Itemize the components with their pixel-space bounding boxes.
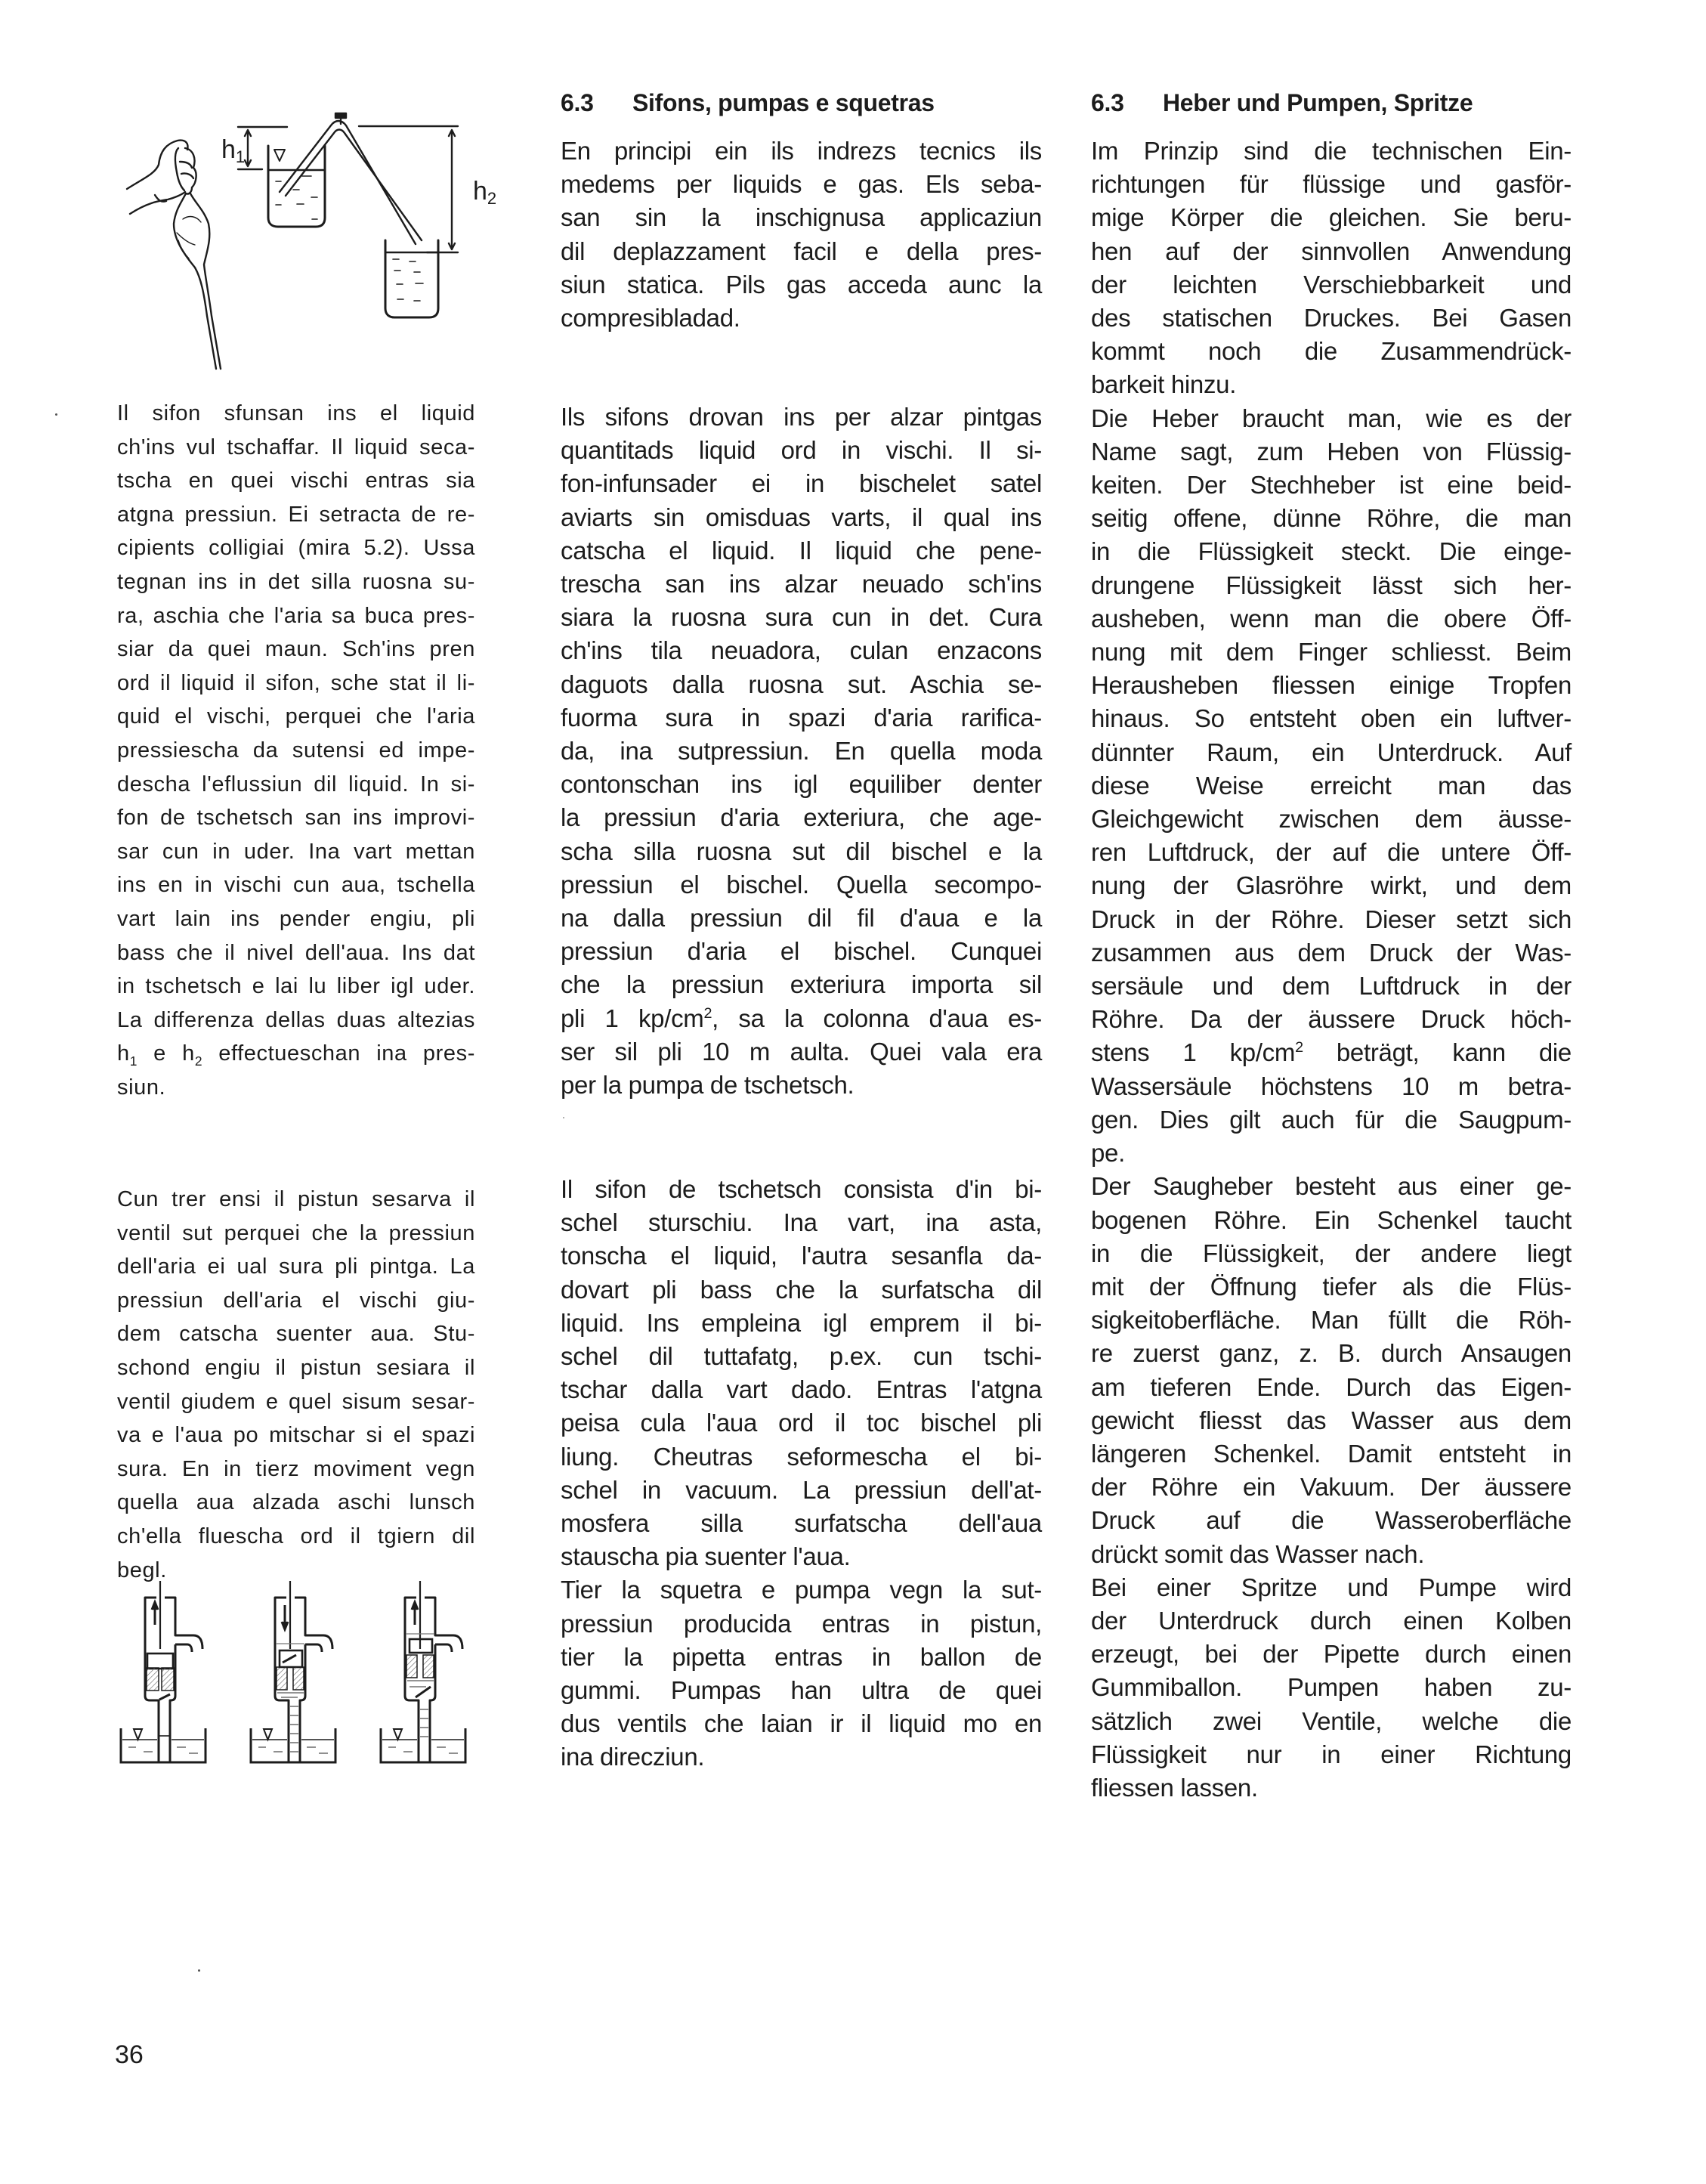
text-line: dus ventils che laian ir il liquid mo en — [561, 1709, 1042, 1738]
text-line: sätzlich zwei Ventile, welche die — [1091, 1706, 1572, 1735]
text-line: siar da quei maun. Sch'ins pren — [117, 637, 475, 662]
text-line: dell'aria ei ual sura pli pintga. La — [117, 1254, 475, 1279]
text-line: hinaus. So entsteht oben ein luftver- — [1091, 704, 1572, 733]
text-line: ser sil pli 10 m aulta. Quei vala era — [561, 1037, 1042, 1066]
text-line: dovart pli bass che la surfatscha dil — [561, 1275, 1042, 1304]
middle-paragraph-siphons — [561, 401, 1042, 1102]
text-line: sar cun in uder. Ina vart mettan — [117, 839, 475, 864]
text-line: Ils sifons drovan ins per alzar pintgas — [561, 403, 1042, 431]
text-line: nung mit dem Finger schliesst. Beim — [1091, 638, 1572, 667]
text-line: richtungen für flüssige und gasför- — [1091, 170, 1572, 199]
text-line: stens 1 $kp/cm^2$ beträgt, kann die — [1091, 1038, 1572, 1067]
text-line: gummi. Pumpas han ultra de quei — [561, 1676, 1042, 1705]
text-line: schel sturschiu. Ina vart, ina asta, — [561, 1208, 1042, 1237]
section-heading-romansh — [561, 89, 935, 117]
text-line: liquid. Ins empleina igl emprem il bi- — [561, 1308, 1042, 1337]
text-line: fon-infunsader ei in bischelet satel — [561, 469, 1042, 498]
text-line: catscha el liquid. Il liquid che pene- — [561, 536, 1042, 565]
siphon-pipette-figure — [113, 89, 521, 376]
section-number: 6.3 — [561, 89, 594, 116]
text-line: der Unterdruck durch einen Kolben — [1091, 1606, 1572, 1635]
text-line: per la pumpa de tschetsch. — [561, 1071, 855, 1100]
text-line: che la pressiun exteriura importa sil — [561, 970, 1042, 999]
text-line: tschar dalla vart dado. Entras l'atgna — [561, 1375, 1042, 1404]
text-line: mit der Öffnung tiefer als die Flüs- — [1091, 1272, 1572, 1301]
pump-illustration — [113, 1581, 506, 1777]
section-title: Heber und Pumpen, Spritze — [1163, 89, 1473, 116]
text-line: ins en in vischi cun aua, tschella — [117, 873, 475, 898]
text-line: fuorma sura in spazi d'aria rarifica- — [561, 703, 1042, 732]
pump-stages-figure — [113, 1581, 506, 1777]
left-column — [117, 397, 475, 1104]
text-line: mige Körper die gleichen. Sie beru- — [1091, 203, 1572, 232]
text-line: peisa cula l'aua ord il toc bischel pli — [561, 1409, 1042, 1437]
text-line: schel in vacuum. La pressiun dell'at- — [561, 1475, 1042, 1504]
text-line: Name sagt, zum Heben von Flüssig- — [1091, 437, 1572, 466]
text-line: Gleichgewicht zwischen dem äusse- — [1091, 805, 1572, 834]
text-line: barkeit hinzu. — [1091, 370, 1237, 399]
text-line: drückt somit das Wasser nach. — [1091, 1539, 1425, 1568]
text-line: quantitads liquid ord in vischi. Il si- — [561, 436, 1042, 465]
text-line: stauscha pia suenter l'aua. — [561, 1542, 851, 1571]
text-line: compresibladad. — [561, 304, 740, 333]
text-line: am tieferen Ende. Durch das Eigen- — [1091, 1372, 1572, 1401]
text-line: ina direcziun. — [561, 1743, 705, 1771]
text-line: dem catscha suenter aua. Stu- — [117, 1322, 475, 1347]
text-line: ra, aschia che l'aria sa buca pres- — [117, 603, 475, 628]
text-line: san sin la inschignusa applicaziun — [561, 203, 1042, 232]
text-line: in die Flüssigkeit, der andere liegt — [1091, 1239, 1572, 1267]
text-line: längeren Schenkel. Damit entsteht in — [1091, 1439, 1572, 1468]
middle-paragraph-intro — [561, 135, 1042, 335]
text-line: pressiun producida entras in pistun, — [561, 1609, 1042, 1638]
text-line: Il sifon de tschetsch consista d'in bi- — [561, 1175, 1042, 1203]
section-heading-german — [1091, 89, 1473, 117]
text-line: dil deplazzament facil e della pres- — [561, 237, 1042, 265]
middle-paragraph-suction-siphon — [561, 1173, 1042, 1774]
text-line: des statischen Druckes. Bei Gasen — [1091, 304, 1572, 333]
text-line: Röhre. Da der äussere Druck höch- — [1091, 1005, 1572, 1034]
text-line: va e l'aua po mitschar si el spazi — [117, 1423, 475, 1448]
text-line: bogenen Röhre. Ein Schenkel taucht — [1091, 1205, 1572, 1234]
text-line: pli 1 $kp/cm^2$, sa la colonna d'aua es- — [561, 1004, 1042, 1032]
right-column — [1091, 135, 1572, 1805]
text-line: keiten. Der Stechheber ist eine beid- — [1091, 471, 1572, 500]
page-number: 36 — [115, 2040, 144, 2069]
middle-column-suction-siphon — [561, 1173, 1042, 1774]
text-line: trescha san ins alzar neuado sch'ins — [561, 570, 1042, 599]
text-line: hen auf der sinnvollen Anwendung — [1091, 237, 1572, 265]
text-line: siun statica. Pils gas acceda aunc la — [561, 270, 1042, 299]
text-line: pressiescha da sutensi ed impe- — [117, 738, 475, 763]
text-line: ausheben, wenn man die obere Öff- — [1091, 604, 1572, 633]
left-column-pump — [117, 1183, 475, 1587]
text-line: daguots dalla ruosna sut. Aschia se- — [561, 670, 1042, 698]
middle-column-siphons — [561, 401, 1042, 1102]
text-line: Im Prinzip sind die technischen Ein- — [1091, 137, 1572, 165]
text-line: pressiun el bischel. Quella secompo- — [561, 870, 1042, 899]
text-line: vart lain ins pender engiu, pli — [117, 906, 475, 931]
text-line: cipients colligiai (mira 5.2). Ussa — [117, 536, 475, 561]
text-line: quella aua alzada aschi lunsch — [117, 1490, 475, 1515]
text-line: liung. Cheutras seformescha el bi- — [561, 1442, 1042, 1471]
text-line: der leichten Verschiebbarkeit und — [1091, 270, 1572, 299]
pump-stage-1 — [121, 1581, 206, 1762]
text-line: Tier la squetra e pumpa vegn la sut- — [561, 1576, 1042, 1604]
section-number: 6.3 — [1091, 89, 1124, 116]
h2-label: h2 — [473, 177, 497, 208]
text-line: quid el vischi, perquei che l'aria — [117, 704, 475, 729]
text-line: sura. En in tierz moviment vegn — [117, 1456, 475, 1481]
text-line: seitig offene, dünne Röhre, die man — [1091, 504, 1572, 533]
text-line: Cun trer ensi il pistun sesarva il — [117, 1187, 475, 1211]
left-paragraph-pump — [117, 1183, 475, 1587]
text-line: contonschan ins igl equiliber denter — [561, 770, 1042, 799]
text-line: Bei einer Spritze und Pumpe wird — [1091, 1573, 1572, 1601]
text-line: Gummiballon. Pumpen haben zu- — [1091, 1673, 1572, 1702]
text-line: erzeugt, bei der Pipette durch einen — [1091, 1640, 1572, 1669]
text-line: in die Flüssigkeit steckt. Die einge- — [1091, 537, 1572, 566]
text-line: La differenza dellas duas altezias — [117, 1007, 475, 1032]
text-line: schond engiu il pistun sesiara il — [117, 1355, 475, 1380]
text-line: na dalla pressiun dil fil d'aua e la — [561, 904, 1042, 933]
text-line: scha silla ruosna sut dil bischel e la — [561, 837, 1042, 865]
text-line: ch'ins tila neuadora, culan enzacons — [561, 636, 1042, 665]
scan-speck — [563, 1117, 564, 1118]
text-line: drungene Flüssigkeit lässt sich her- — [1091, 571, 1572, 599]
text-line: nung der Glasröhre wirkt, und dem — [1091, 871, 1572, 900]
text-line: medems per liquids e gas. Els seba- — [561, 170, 1042, 199]
text-line: Wassersäule höchstens 10 m betra- — [1091, 1072, 1572, 1100]
text-line: da, ina sutpressiun. En quella moda — [561, 737, 1042, 766]
text-line: aviarts sin omisduas varts, il qual ins — [561, 503, 1042, 531]
text-line: fon de tschetsch san ins improvi- — [117, 806, 475, 831]
text-line: begl. — [117, 1558, 167, 1582]
right-paragraph — [1091, 135, 1572, 1805]
text-line: diese Weise erreicht man das — [1091, 771, 1572, 800]
text-line: gewicht fliesst das Wasser aus dem — [1091, 1406, 1572, 1434]
text-line: Herausheben fliessen einige Tropfen — [1091, 671, 1572, 700]
text-line: atgna pressiun. Ei setracta de re- — [117, 502, 475, 527]
text-line: Il sifon sfunsan ins el liquid — [117, 401, 475, 425]
siphon-illustration — [113, 89, 521, 376]
text-line: tier la pipetta entras in ballon de — [561, 1642, 1042, 1671]
left-paragraph-siphon — [117, 397, 475, 1104]
scan-speck — [55, 413, 57, 416]
text-line: Die Heber braucht man, wie es der — [1091, 404, 1572, 432]
text-line: la pressiun d'aria exteriura, che age- — [561, 803, 1042, 832]
text-line: gen. Dies gilt auch für die Saugpum- — [1091, 1105, 1572, 1134]
text-line: sigkeitoberfläche. Man füllt die Röh- — [1091, 1306, 1572, 1335]
text-line: siara la ruosna sura cun in det. Cura — [561, 603, 1042, 632]
text-line: ren Luftdruck, der auf die untere Öff- — [1091, 838, 1572, 867]
text-line: En principi ein ils indrezs tecnics ils — [561, 137, 1042, 165]
text-line: der Röhre ein Vakuum. Der äussere — [1091, 1473, 1572, 1502]
text-line: schel dil tuttafatg, p.ex. cun tschi- — [561, 1342, 1042, 1371]
scan-speck — [198, 1969, 200, 1972]
text-line: tonscha el liquid, l'autra sesanfla da- — [561, 1242, 1042, 1270]
text-line: ventil giudem e quel sisum sesar- — [117, 1389, 475, 1414]
section-title: Sifons, pumpas e squetras — [632, 89, 935, 116]
text-line: in tschetsch e lai lu liber igl uder. — [117, 974, 475, 999]
text-line: dünnter Raum, ein Unterdruck. Auf — [1091, 738, 1572, 766]
text-line: ventil sut perquei che la pressiun — [117, 1220, 475, 1245]
text-line: pressiun dell'aria el vischi giu- — [117, 1288, 475, 1313]
text-line: ord il liquid il sifon, sche stat il li- — [117, 670, 475, 695]
middle-column-intro — [561, 135, 1042, 335]
text-line: tscha en quei vischi entras sia — [117, 469, 475, 493]
h1-label: h1 — [221, 135, 246, 166]
text-line: Druck in der Röhre. Dieser setzt sich — [1091, 905, 1572, 933]
text-line: ch'ins vul tschaffar. Il liquid seca- — [117, 435, 475, 459]
text-line: siun. — [117, 1075, 166, 1100]
text-line: re zuerst ganz, z. B. durch Ansaugen — [1091, 1339, 1572, 1368]
text-line: fliessen lassen. — [1091, 1773, 1258, 1802]
text-line: mosfera silla surfatscha dell'aua — [561, 1509, 1042, 1538]
pump-stage-2 — [251, 1581, 335, 1762]
text-line: bass che il nivel dell'aua. Ins dat — [117, 940, 475, 965]
text-line: tegnan ins in det silla ruosna su- — [117, 569, 475, 594]
text-line: descha l'eflussiun dil liquid. In si- — [117, 772, 475, 797]
text-line: pressiun d'aria el bischel. Cunquei — [561, 937, 1042, 966]
pump-stage-3 — [381, 1581, 465, 1762]
text-line: Der Saugheber besteht aus einer ge- — [1091, 1172, 1572, 1201]
text-line: Druck auf die Wasseroberfläche — [1091, 1506, 1572, 1535]
text-line: ch'ella fluescha ord il tgiern dil — [117, 1524, 475, 1548]
text-line: Flüssigkeit nur in einer Richtung — [1091, 1740, 1572, 1768]
text-line: sersäule und dem Luftdruck in der — [1091, 972, 1572, 1001]
text-line: $h_1$ e $h_2$ effectueschan ina pres- — [117, 1041, 476, 1069]
text-line: kommt noch die Zusammendrück- — [1091, 337, 1572, 366]
text-line: pe. — [1091, 1139, 1125, 1168]
text-line: zusammen aus dem Druck der Was- — [1091, 938, 1572, 967]
